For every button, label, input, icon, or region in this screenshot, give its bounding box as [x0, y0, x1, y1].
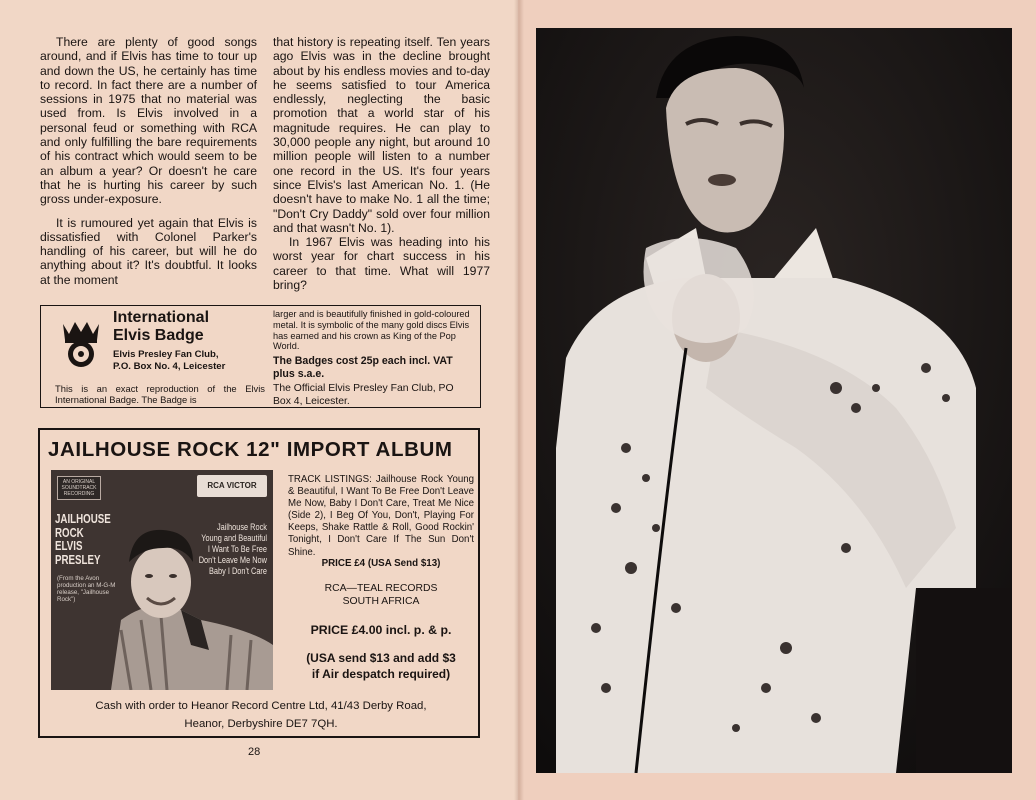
record-label-line: RCA—TEAL RECORDS: [324, 583, 438, 594]
album-badge-original: AN ORIGINAL SOUNDTRACK RECORDING: [57, 476, 101, 500]
badge-title-line: Elvis Badge: [113, 327, 204, 344]
album-cover-small-print: (From the Avon production an M-G-M release, "Jailhouse Rock"): [57, 575, 116, 603]
order-address: [46, 698, 476, 733]
record-label: [288, 582, 474, 608]
badge-club-address: [113, 349, 225, 373]
album-cover-title-line: ROCK: [55, 524, 84, 540]
badge-note: This is an exact reproduction of the Elvis International Badge. The Badge is: [55, 383, 265, 405]
album-cover-title-line: PRESLEY: [55, 551, 101, 567]
article-paragraph: There are plenty of good songs around, and if Elvis has time to tour up and down the US, he certainly has time to record. In fact there are a number of sessions in 1975 that no material was used from. Is Elvis involved in a personal feud or something with RCA and only fulfilling the bare requirements of his contract which would seem to be an album a year? Or doesn't he care that he is hurting his career by such gross under-exposure.: [40, 35, 257, 207]
album-advert: [38, 428, 480, 738]
order-address-line: Heanor, Derbyshire DE7 7QH.: [184, 717, 338, 730]
badge-club-full: The Official Elvis Presley Fan Club, PO Box 4, Leicester.: [273, 383, 454, 407]
price-small: PRICE £4 (USA Send $13): [321, 558, 441, 569]
badge-club-line: P.O. Box No. 4, Leicester: [113, 361, 226, 372]
badge-advert-title: [113, 309, 209, 345]
page-number: 28: [248, 746, 261, 758]
article-paragraph: It is rumoured yet again that Elvis is dissatisfied with Colonel Parker's handling of his career, but will he do anything about it? It's doubtful. It looks at the moment: [40, 215, 257, 287]
crown-badge-icon: [59, 318, 103, 368]
usa-price-note: [288, 651, 474, 682]
album-advert-title: JAILHOUSE ROCK 12" IMPORT ALBUM: [48, 438, 453, 461]
album-cover-track: I Want To Be Free: [207, 544, 267, 554]
price-main: PRICE £4.00 incl. p. & p.: [310, 623, 452, 637]
badge-description: larger and is beautifully finished in gold-coloured metal. It is symbolic of the many gold discs Elvis has earned and his crown as King of the Pop World.: [273, 309, 470, 352]
badge-advert-right: [273, 306, 480, 407]
article-paragraph: that history is repeating itself. Ten years ago Elvis was in the decline brought about by his endless movies and to-day he seems satisfied to tour America endlessly, neglecting the basic promotion that a world star of his magnitude requires. He can play to 30,000 people any night, but around 10 million people will listen to a number one record in the US. It's four years since Elvis's last American No. 1. (He doesn't have to make No. 1 all the time; "Don't Cry Daddy" sold over four million and that wasn't No. 1).: [273, 35, 490, 235]
article-column-2: [273, 35, 490, 292]
article-text: [40, 35, 490, 292]
album-cover-track: Young and Beautiful: [201, 533, 267, 543]
page-gutter: [514, 0, 524, 800]
elvis-concert-photo: [536, 28, 1012, 773]
usa-price-line: if Air despatch required): [311, 666, 451, 681]
album-cover-image: [51, 470, 273, 690]
album-label-rca: RCA VICTOR: [197, 475, 267, 497]
badge-price: The Badges cost 25p each incl. VAT plus s.a.e.: [273, 355, 453, 380]
badge-advert-left: [41, 306, 273, 407]
album-cover-track: Jailhouse Rock: [216, 522, 267, 532]
album-cover-title: [55, 512, 145, 566]
album-cover-title-line: ELVIS: [55, 538, 83, 553]
album-cover-tracks: [177, 522, 267, 577]
article-column-1: [40, 35, 257, 292]
order-address-line: Cash with order to Heanor Record Centre Ltd, 41/43 Derby Road,: [95, 700, 427, 712]
article-paragraph: In 1967 Elvis was heading into his worst year for chart success in his career to that time. What will 1977 bring?: [273, 235, 490, 293]
track-listings: TRACK LISTINGS: Jailhouse Rock Young & Beautiful, I Want To Be Free Don't Leave Me Now, Baby I Don't Care, Treat Me Nice (Side 2), I Beg Of You, Don't, Playing For Keeps, Shake Rattle & Roll, Good Rockin' Tonight, I Don't Care If The Sun Don't Shine.: [288, 474, 474, 558]
badge-club-line: Elvis Presley Fan Club,: [113, 349, 219, 360]
badge-advert: [40, 305, 481, 408]
usa-price-line: (USA send $13 and add $3: [306, 651, 456, 665]
album-cover-track: Baby I Don't Care: [208, 566, 267, 576]
album-cover-track: Don't Leave Me Now: [198, 555, 267, 565]
record-label-line: SOUTH AFRICA: [342, 596, 420, 607]
badge-title-line: International: [113, 309, 210, 326]
album-cover-title-line: JAILHOUSE: [55, 511, 111, 526]
